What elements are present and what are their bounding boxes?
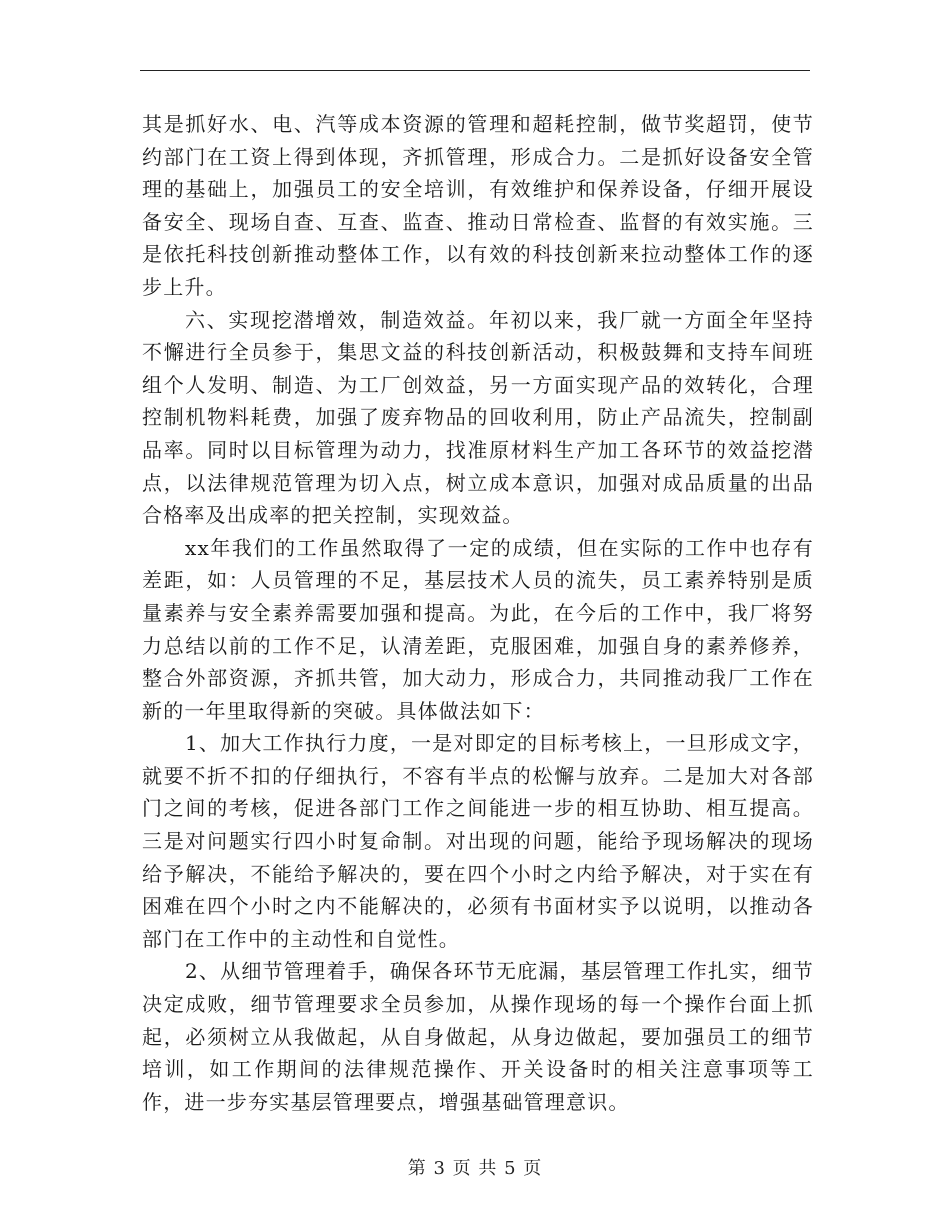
paragraph-3: xx年我们的工作虽然取得了一定的成绩，但在实际的工作中也存有差距，如：人员管理的不足，基层技术人员的流失，员工素养特别是质量素养与安全素养需要加强和提高。为此，在今后的工作中，我厂将努力总结以前的工作不足，认清差距，克服困难，加强自身的素养修养，整合外部资源，齐抓共管，加大动力，形成合力，共同推动我厂工作在新的一年里取得新的突破。具体做法如下：	[142, 535, 814, 723]
header-rule	[140, 70, 810, 71]
paragraph-1: 其是抓好水、电、汽等成本资源的管理和超耗控制，做节奖超罚，使节约部门在工资上得到体现，齐抓管理，形成合力。二是抓好设备安全管理的基础上，加强员工的安全培训，有效维护和保养设备，仔细开展设备安全、现场自查、互查、监查、推动日常检查、监督的有效实施。三是依托科技创新推动整体工作，以有效的科技创新来拉动整体工作的逐步上升。	[142, 112, 814, 299]
paragraph-5: 2、从细节管理着手，确保各环节无庇漏，基层管理工作扎实，细节决定成败，细节管理要求全员参加，从操作现场的每一个操作台面上抓起，必须树立从我做起，从自身做起，从身边做起，要加强员工的细节培训，如工作期间的法律规范操作、开关设备时的相关注意事项等工作，进一步夯实基层管理要点，增强基础管理意识。	[142, 959, 814, 1114]
document-body	[142, 108, 814, 1118]
page-number-footer: 第 3 页 共 5 页	[407, 1158, 543, 1179]
paragraph-2: 六、实现挖潜增效，制造效益。年初以来，我厂就一方面全年坚持不懈进行全员参于，集思文益的科技创新活动，积极鼓舞和支持车间班组个人发明、制造、为工厂创效益，另一方面实现产品的效转化，合理控制机物料耗费，加强了废弃物品的回收利用，防止产品流失，控制副品率。同时以目标管理为动力，找准原材料生产加工各环节的效益挖潜点，以法律规范管理为切入点，树立成本意识，加强对成品质量的出品合格率及出成率的把关控制，实现效益。	[142, 307, 814, 528]
paragraph-4: 1、加大工作执行力度，一是对即定的目标考核上，一旦形成文字，就要不折不扣的仔细执行，不容有半点的松懈与放弃。二是加大对各部门之间的考核，促进各部门工作之间能进一步的相互协助、相互提高。三是对问题实行四小时复命制。对出现的问题，能给予现场解决的现场给予解决，不能给予解决的，要在四个小时之内给予解决，对于实在有困难在四个小时之内不能解决的，必须有书面材实予以说明，以推动各部门在工作中的主动性和自觉性。	[142, 731, 814, 951]
